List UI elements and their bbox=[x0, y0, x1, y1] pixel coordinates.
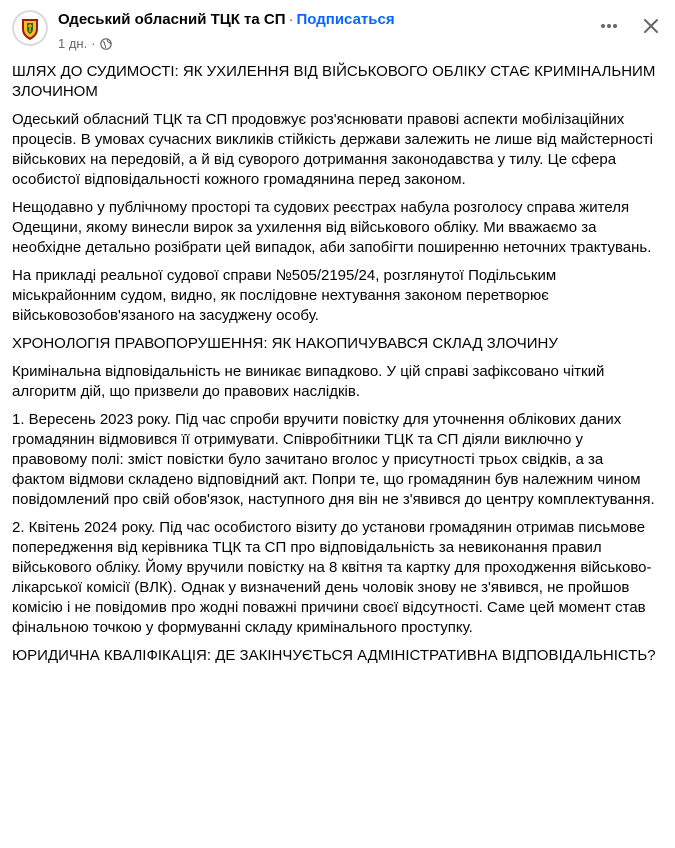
post-title: ШЛЯХ ДО СУДИМОСТІ: ЯК УХИЛЕННЯ ВІД ВІЙСЬКОВОГО ОБЛІКУ СТАЄ КРИМІНАЛЬНИМ ЗЛОЧИНОМ bbox=[12, 63, 656, 100]
paragraph-court: На прикладі реальної судової справи №505/2195/24, розглянутої Подільським міськрайонним судом, видно, як послідовне нехтування законом перетворює військовозобов'язаного на засуджену особу. bbox=[12, 267, 557, 324]
paragraph-point-2: 2. Квітень 2024 року. Під час особистого візиту до установи громадянин отримав письмове попередження від керівника ТЦК та СП про відповідальність за невиконання правил військового обліку. Йому вручили повістку на 8 квітня та картку для проходження військово-лікарської комісії (ВЛК). Однак у визначений день чоловік знову не з'явився, не пройшов комісію і не повідомив про жодні поважні причини своєї відсутності. Саме цей момент став фінальною точкою у формуванні складу кримінального проступку. bbox=[12, 519, 652, 636]
name-separator: · bbox=[288, 11, 294, 28]
more-options-button[interactable] bbox=[595, 12, 623, 40]
page-avatar[interactable] bbox=[12, 10, 48, 46]
subscribe-button[interactable]: Подписаться bbox=[296, 11, 395, 28]
globe-icon bbox=[100, 38, 112, 50]
post-header bbox=[0, 0, 675, 62]
paragraph-responsibility: Кримінальна відповідальність не виникає випадково. У цій справі зафіксовано чіткий алгоритм дій, що призвели до правових наслідків. bbox=[12, 363, 605, 400]
paragraph-case: Нещодавно у публічному просторі та судових реєстрах набула розголосу справа жителя Одещини, якому винесли вирок за ухилення від військового обліку. Ми вважаємо за необхідне детально розібрати цей випадок, аби запобігти поширенню неточних трактувань. bbox=[12, 199, 652, 256]
section-heading-qualification: ЮРИДИЧНА КВАЛІФІКАЦІЯ: ДЕ ЗАКІНЧУЄТЬСЯ АДМІНІСТРАТИВНА ВІДПОВІДАЛЬНІСТЬ? bbox=[12, 647, 656, 664]
post-content bbox=[12, 62, 660, 674]
close-button[interactable] bbox=[637, 12, 665, 40]
page-name-line bbox=[58, 11, 395, 28]
post-meta bbox=[58, 36, 112, 51]
paragraph-point-1: 1. Вересень 2023 року. Під час спроби вручити повістку для уточнення облікових даних громадянин відмовився її отримувати. Співробітники ТЦК та СП діяли виключно у правовому полі: зміст повістки було зачитано вголос у присутності трьох свідків, а за фактом відмови складено відповідний акт. Попри те, що громадянин був належним чином повідомлений про свій обов'язок, наступного дня він не з'явився до центру комплектування. bbox=[12, 411, 655, 508]
post-timestamp[interactable]: 1 дн. bbox=[58, 36, 88, 51]
meta-separator: · bbox=[91, 36, 96, 51]
section-heading-chronology: ХРОНОЛОГІЯ ПРАВОПОРУШЕННЯ: ЯК НАКОПИЧУВАВСЯ СКЛАД ЗЛОЧИНУ bbox=[12, 335, 558, 352]
emblem-shield-icon bbox=[12, 10, 48, 46]
close-icon bbox=[641, 16, 661, 36]
page-name-link[interactable]: Одеський обласний ТЦК та СП bbox=[58, 11, 286, 28]
post-actions bbox=[595, 12, 665, 40]
more-horizontal-icon bbox=[599, 16, 619, 36]
paragraph-intro: Одеський обласний ТЦК та СП продовжує роз'яснювати правові аспекти мобілізаційних процесів. В умовах сучасних викликів стійкість держави залежить не лише від майстерності військових на передовій, а й від суворого дотримання законодавства у тилу. Це сфера особистої відповідальності кожного громадянина перед законом. bbox=[12, 111, 653, 188]
